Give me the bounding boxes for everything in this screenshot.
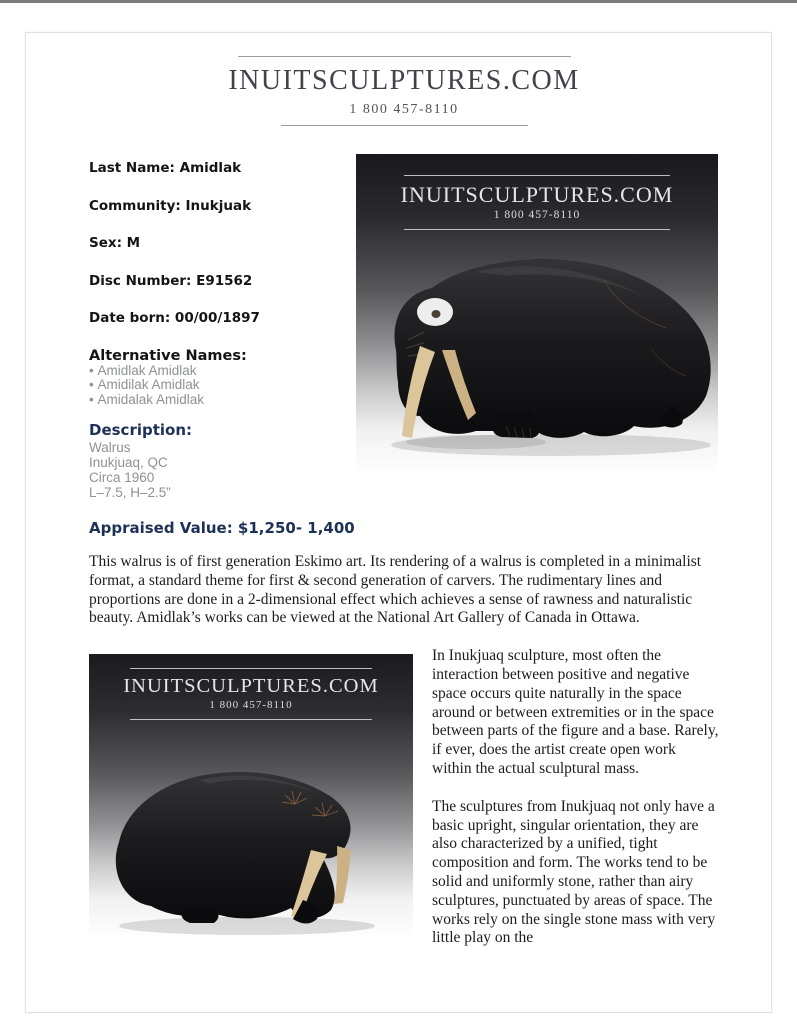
watermark-phone: 1 800 457-8110 (493, 209, 581, 221)
watermark-rule-bottom (404, 229, 670, 230)
paragraph-intro: This walrus is of first generation Eskimo art. Its rendering of a walrus is completed in a minimalist format, a standard theme for first & second generation of carvers. The rudimentary lines and proportions are done in a 2-dimensional effect which achieves a sense of rawness and naturalistic beauty. Amidlak’s works can be viewed at the National Art Gallery of Canada in Ottawa. (89, 553, 702, 627)
watermark-title: INUITSCULPTURES.COM (123, 675, 379, 698)
alternative-name-item: • Amidilak Amidlak (89, 378, 356, 393)
site-title: INUITSCULPTURES.COM (228, 65, 580, 96)
essay-section (89, 647, 719, 948)
catalog-page (25, 32, 772, 1013)
photo-watermark (356, 175, 718, 230)
alternative-name-item: • Amidalak Amidlak (89, 393, 356, 408)
alternative-names-heading: Alternative Names: (89, 347, 247, 364)
description-heading: Description: (89, 421, 193, 439)
site-phone-number: 1 800 457-8110 (349, 102, 459, 117)
watermark-rule-top (404, 175, 670, 176)
window-top-bar (0, 0, 797, 3)
masthead-rule-top (238, 56, 571, 57)
appraised-value: Appraised Value: $1,250- 1,400 (89, 519, 355, 537)
photo-walrus-side-view (356, 154, 718, 474)
field-last-name: Last Name: Amidlak (89, 160, 242, 176)
paragraph-composition: The sculptures from Inukjuaq not only have a basic upright, singular orientation, they are also characterized by a unified, tight composition and form. The works tend to be solid and uniformly stone, rather than airy sculptures, punctuated by areas of space. The works rely on the single stone mass with very little play on the (432, 797, 716, 947)
description-origin: Inukjuaq, QC (89, 455, 168, 470)
watermark-title: INUITSCULPTURES.COM (400, 182, 674, 207)
field-community: Community: Inukjuak (89, 197, 252, 214)
alternative-names-list (89, 364, 356, 408)
watermark-rule-top (130, 668, 372, 669)
field-sex: Sex: M (89, 235, 141, 251)
masthead-rule-bottom (281, 125, 528, 126)
description-subject: Walrus (89, 440, 131, 455)
artist-details-column (89, 154, 356, 500)
description-dimensions: L–7.5, H–2.5” (89, 485, 171, 500)
description-circa: Circa 1960 (89, 470, 155, 485)
watermark-phone: 1 800 457-8110 (209, 699, 293, 712)
site-masthead (89, 33, 719, 126)
paragraph-negative-space: In Inukjuaq sculpture, most often the interaction between positive and negative space occurs quite naturally in the space around or between extremities or in the space between parts of the figure and a base. Rarely, if ever, does the artist create open work within the actual sculptural mass. (432, 647, 719, 777)
artist-details-section (89, 154, 719, 500)
alternative-name-item: • Amidlak Amidlak (89, 364, 356, 379)
field-date-born: Date born: 00/00/1897 (89, 310, 260, 326)
photo-walrus-front-view (89, 654, 413, 939)
watermark-rule-bottom (130, 719, 372, 720)
field-disc-number: Disc Number: E91562 (89, 272, 253, 289)
photo-watermark (89, 668, 413, 720)
